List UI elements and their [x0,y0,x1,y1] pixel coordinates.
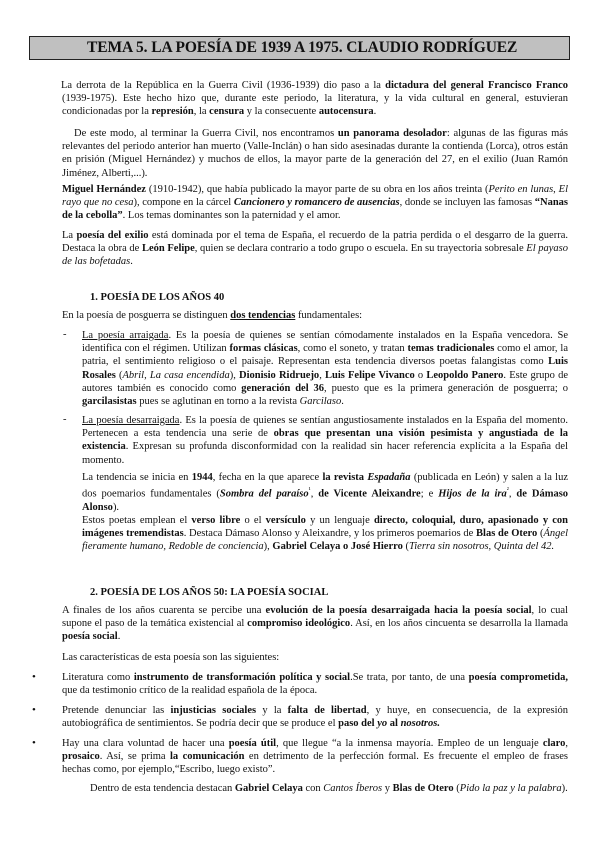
closing-paragraph: Dentro de esta tendencia destacan Gabriel Celaya con Cantos Íberos y Blas de Otero (Pido la paz y la palabra). [90,783,568,794]
bullet-marker: • [32,737,36,749]
section-1-intro: En la poesía de posguerra se distinguen dos tendencias fundamentales: [62,310,363,321]
dash-marker: - [63,329,67,340]
section-2-heading: 2. POESÍA DE LOS AÑOS 50: LA POESÍA SOCIAL [90,587,329,598]
characteristics-lead: Las características de esta poesía son las siguientes: [62,652,280,663]
tendency-desarraigada: La poesía desarraigada. Es la poesía de quienes se sentían angustiosamente instalados en la España del momento. Pertenecen a esta tendencia una serie de obras que presentan una visión pesimista y angustiada de la existencia. Expresan su profunda disconformidad con la realidad sin hacer referencia explícita a la España del momento. [82,415,568,466]
characteristic-2: Pretende denunciar las injusticias sociales y la falta de libertad, y huye, en consecuencia, de la expresión autobiográfica de sentimientos. Se podría decir que se produce el paso del yo al nosotros. [62,705,568,730]
intro-paragraph-3: Miguel Hernández (1910-1942), que había publicado la mayor parte de su obra en los años treinta (Perito en lunas, El rayo que no cesa), compone en la cárcel Cancionero y romancero de ausencias, donde se incluyen las famosas “Nanas de la cebolla”. Los temas dominantes son la paternidad y el amor. [62,184,569,222]
title-box [29,36,570,60]
page-title: TEMA 5. LA POESÍA DE 1939 A 1975. CLAUDIO RODRÍGUEZ [87,39,518,56]
bullet-marker: • [32,671,36,683]
characteristic-3: Hay una clara voluntad de hacer una poesía útil, que llegue “a la inmensa mayoría. Empleo de un lenguaje claro, prosaico. Así, se prima la comunicación en detrimento de la perfección formal. Es frecuente el empleo de frases hechas como, por ejemplo,“Escribo, luego existo”. [62,738,569,776]
bullet-marker: • [32,704,36,716]
intro-paragraph-2: De este modo, al terminar la Guerra Civil, nos encontramos un panorama desolador: algunas de las figuras más relevantes del periodo anterior han muerto (Valle-Inclán) o han sido asesinadas durante la contienda (Lorca), otros están en prisión (Miguel Hernández) y muchos de ellos, la mayor parte de la generación del 27, en el exilio (Juan Ramón Jiménez, Alberti,...). [62,128,569,179]
desarraigada-origin: La tendencia se inicia en 1944, fecha en la que aparece la revista Espadaña (publicada en León) y salen a la luz dos poemarios fundamentales (Sombra del paraíso$^{^1}$, de Vicente Aleixandre; e Hijos de la ira$^{^2}$, de Dámaso Alonso). [82,472,569,513]
dash-marker: - [63,414,67,425]
tendency-arraigada: La poesía arraigada. Es la poesía de quienes se sentían cómodamente instalados en la España vencedora. Se identifica con el régimen. Utilizan formas clásicas, como el soneto, y tratan temas tradicionales como el amor, la patria, el sentimiento religioso o el paisaje. Representan esta tendencia diversos poetas falangistas como Luis Rosales (Abril, La casa encendida), Dionisio Ridruejo, Luis Felipe Vivanco o Leopoldo Panero. Este grupo de autores también es conocido como generación del 36, puesto que es la primera generación de posguerra; o garcilasistas pues se aglutinan en torno a la revista Garcilaso. [82,330,569,408]
characteristic-1: Literatura como instrumento de transformación política y social.Se trata, por tanto, de una poesía comprometida, que da testimonio crítico de la realidad española de la época. [62,672,568,697]
desarraigada-style: Estos poetas emplean el verso libre o el versículo y un lenguaje directo, coloquial, duro, apasionado y con imágenes tremendistas. Destaca Dámaso Alonso y Aleixandre, y los primeros poemarios de Blas de Otero (Ángel fieramente humano, Redoble de conciencia), Gabriel Celaya o José Hierro (Tierra sin nosotros, Quinta del 42. [82,515,568,553]
intro-paragraph-4: La poesía del exilio está dominada por el tema de España, el recuerdo de la patria perdida o el desgarro de la guerra. Destaca la obra de León Felipe, quien se declara contrario a todo grupo o escuela. En su trayectoria sobresale El payaso de las bofetadas. [62,230,569,268]
section-1-heading: 1. POESÍA DE LOS AÑOS 40 [90,292,225,303]
intro-paragraph-1: La derrota de la República en la Guerra Civil (1936-1939) dio paso a la dictadura del general Francisco Franco (1939-1975). Este hecho hizo que, durante este periodo, la literatura, y la vida cultural en general, estuvieran condicionadas por la represión, la censura y la consecuente autocensura. [61,80,568,118]
section-2-intro: A finales de los años cuarenta se percibe una evolución de la poesía desarraigada hacia la poesía social, lo cual supone el paso de la temática existencial al compromiso ideológico. Así, en los años cincuenta se desarrolla la llamada poesía social. [62,605,568,643]
